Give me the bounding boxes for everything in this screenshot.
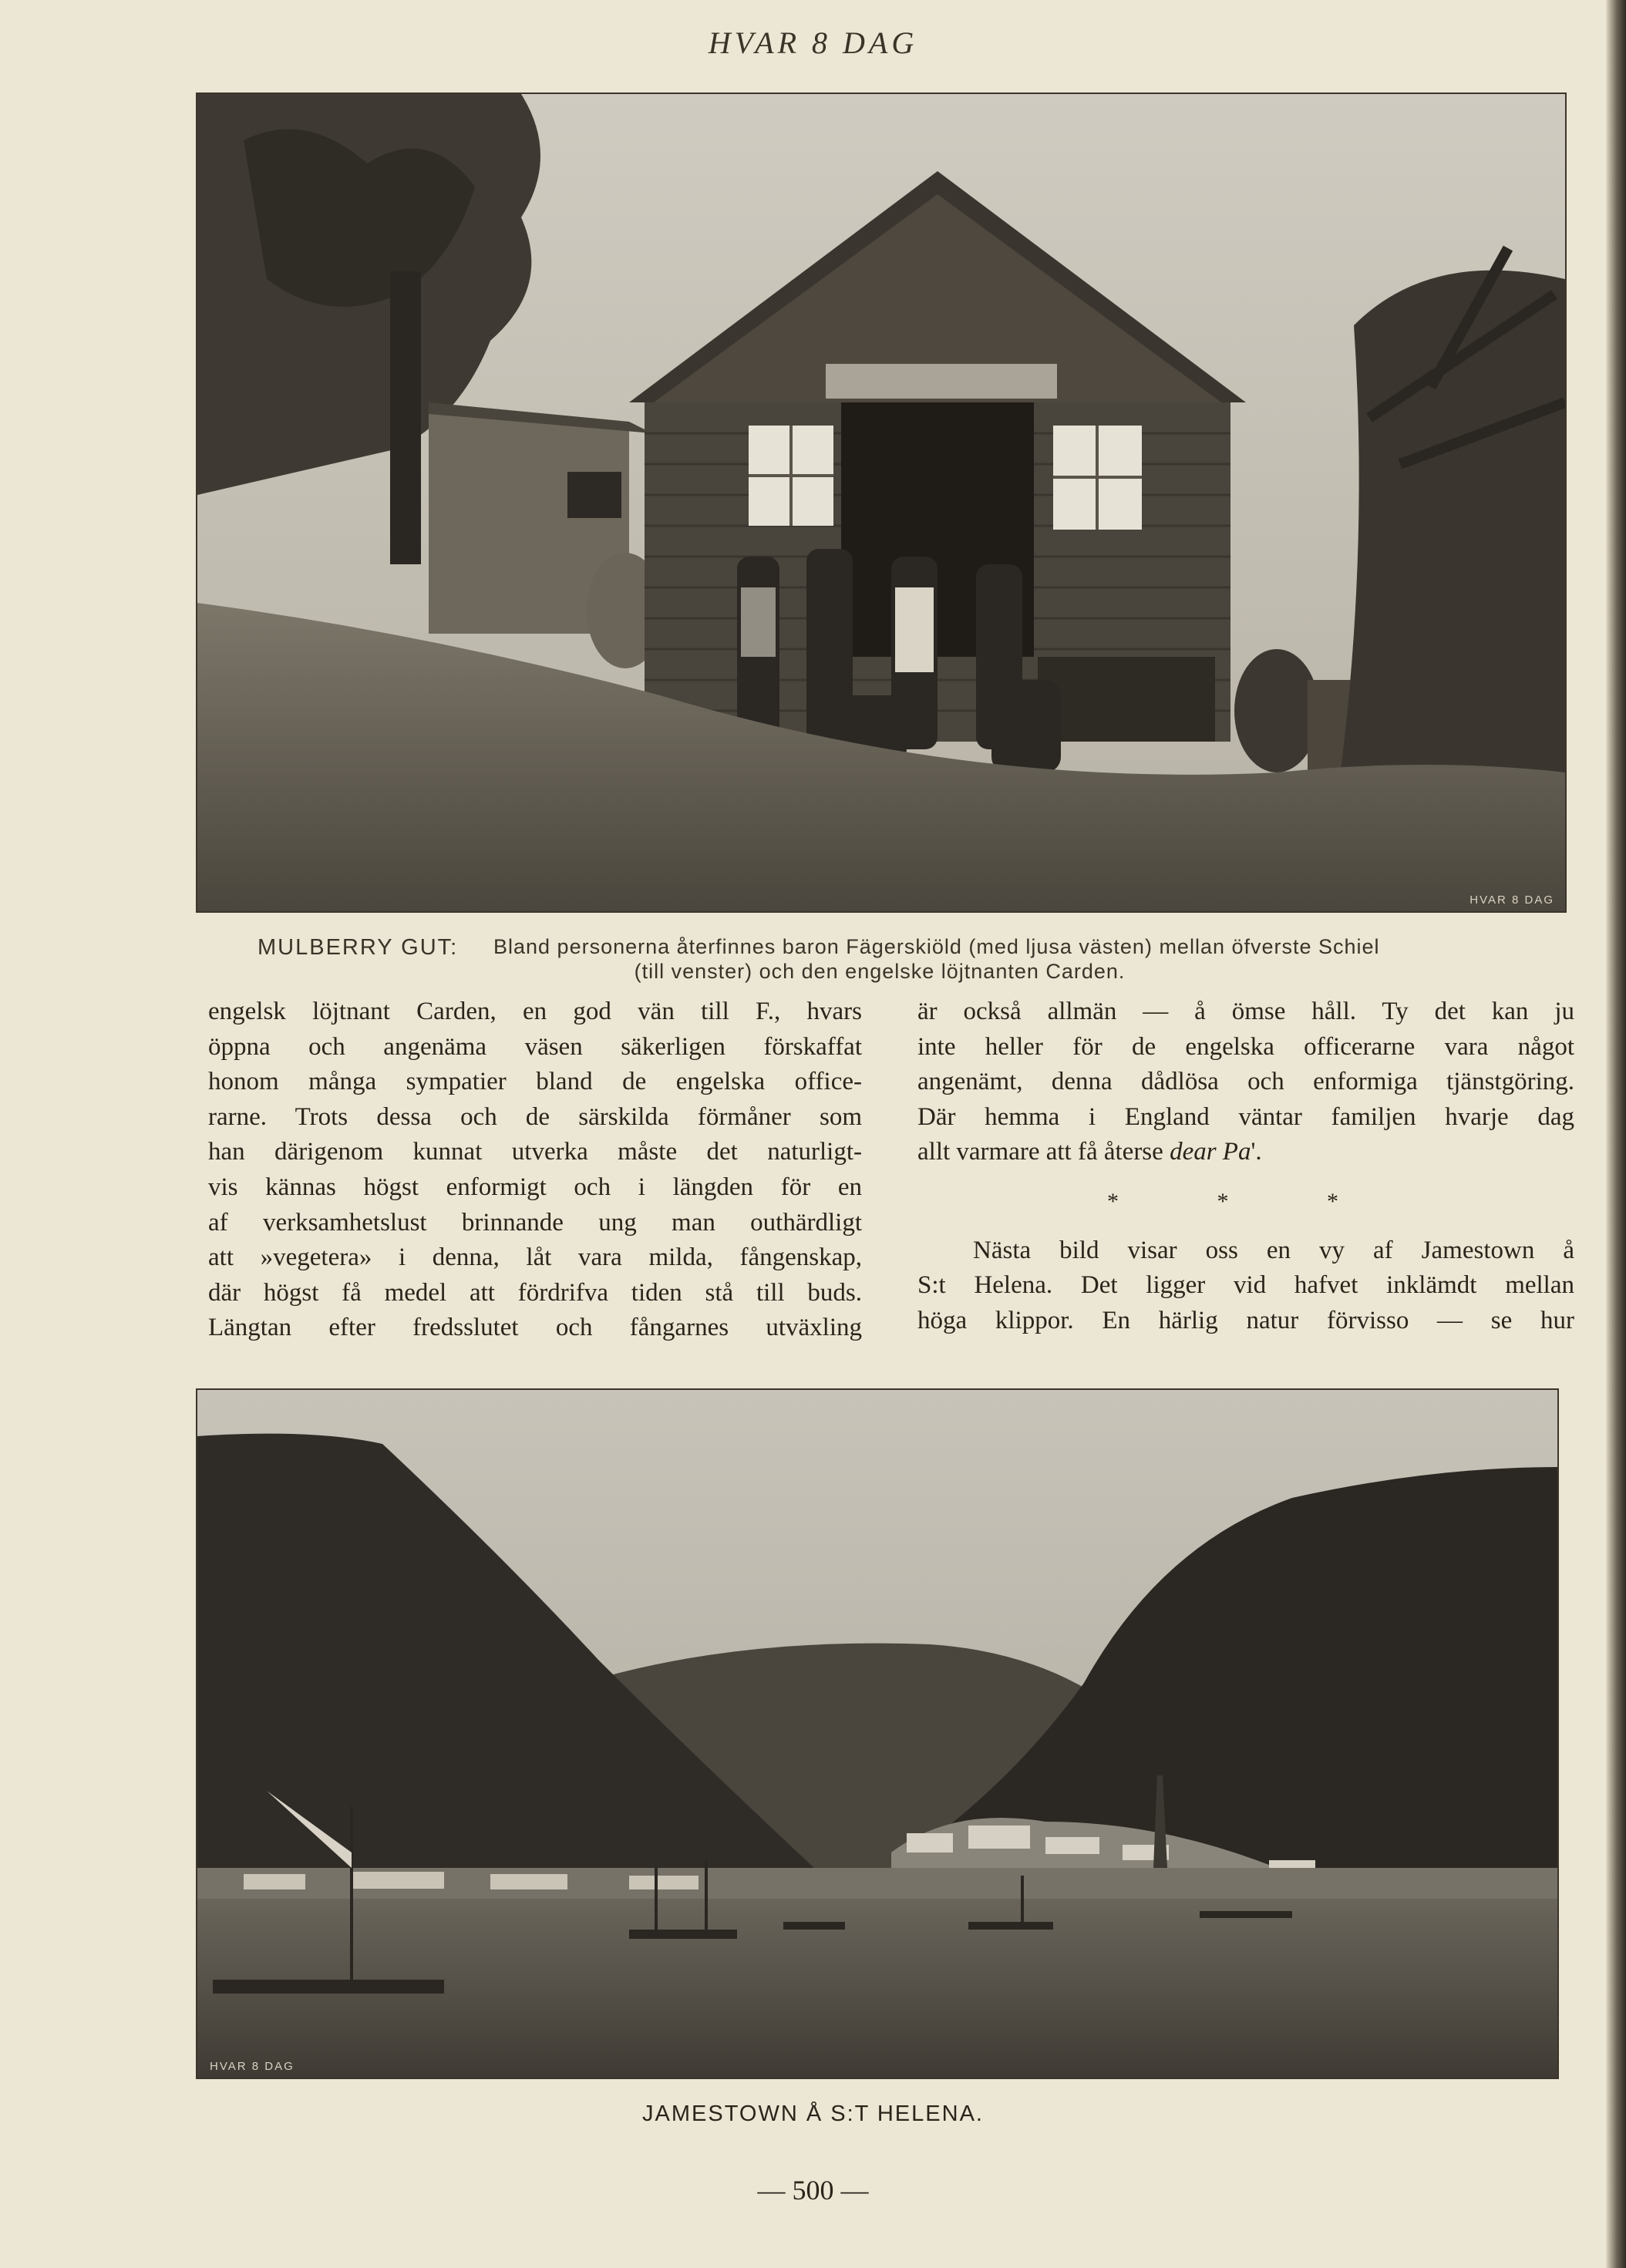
photo-mulberry-gut [196, 93, 1567, 913]
photo-watermark: HVAR 8 DAG [1469, 893, 1554, 907]
text-line: rarne. Trots dessa och de särskilda förmåner som [208, 1102, 862, 1131]
text-line: där högst få medel att fördrifva tiden stå till buds. [208, 1278, 862, 1307]
text-line: att »vegetera» i denna, låt vara milda, fångenskap, [208, 1243, 862, 1272]
text-line: Längtan efter fredsslutet och fångarnes utväxling [208, 1314, 862, 1342]
photo-watermark: HVAR 8 DAG [210, 2060, 295, 2073]
italic-phrase: dear Pa [1170, 1138, 1251, 1166]
text-line: angenämt, denna dådlösa och enformiga tjänstgöring. [917, 1068, 1574, 1096]
text-line: han därigenom kunnat utverka måste det naturligt- [208, 1138, 862, 1166]
text-column-left [208, 994, 862, 1346]
section-separator: * * * [1107, 1188, 1385, 1214]
page-edge-shadow [1606, 0, 1626, 2268]
caption-line-2: (till venster) och den engelske löjtnanten Carden. [634, 960, 1126, 983]
text-column-right [917, 994, 1574, 1338]
text-line: S:t Helena. Det ligger vid hafvet inklämdt mellan [917, 1271, 1574, 1300]
text-line: engelsk löjtnant Carden, en god vän till F., hvars [208, 998, 862, 1025]
text-line: honom många sympatier bland de engelska office- [208, 1068, 862, 1096]
text-line: höga klippor. En härlig natur förvisso — se hur [917, 1306, 1574, 1334]
text-line: af verksamhetslust brinnande ung man outhärdligt [208, 1208, 862, 1237]
photo-jamestown [196, 1388, 1559, 2079]
caption-bottom: JAMESTOWN Å S:T HELENA. [642, 2101, 984, 2126]
text-line [917, 1135, 1574, 1170]
text-line: öppna och angenäma väsen säkerligen förskaffat [208, 1032, 862, 1061]
text-line: inte heller för de engelska officerarne vara något [917, 1032, 1574, 1061]
text-fragment: '. [1251, 1138, 1262, 1166]
caption-label: MULBERRY GUT: [258, 935, 459, 960]
page-number: — 500 — [757, 2175, 869, 2206]
text-line: Nästa bild visar oss en vy af Jamestown å [973, 1236, 1574, 1264]
text-line: Där hemma i England väntar familjen hvarje dag [917, 1102, 1574, 1131]
text-fragment: allt varmare att få återse [917, 1138, 1170, 1166]
running-title: HVAR 8 DAG [708, 25, 918, 60]
text-line: är också allmän — å ömse håll. Ty det kan ju [917, 998, 1574, 1025]
text-line: vis kännas högst enformigt och i längden för en [208, 1173, 862, 1201]
caption-line-1: Bland personerna återfinnes baron Fägerskiöld (med ljusa västen) mellan öfverste Schiel [493, 935, 1380, 958]
